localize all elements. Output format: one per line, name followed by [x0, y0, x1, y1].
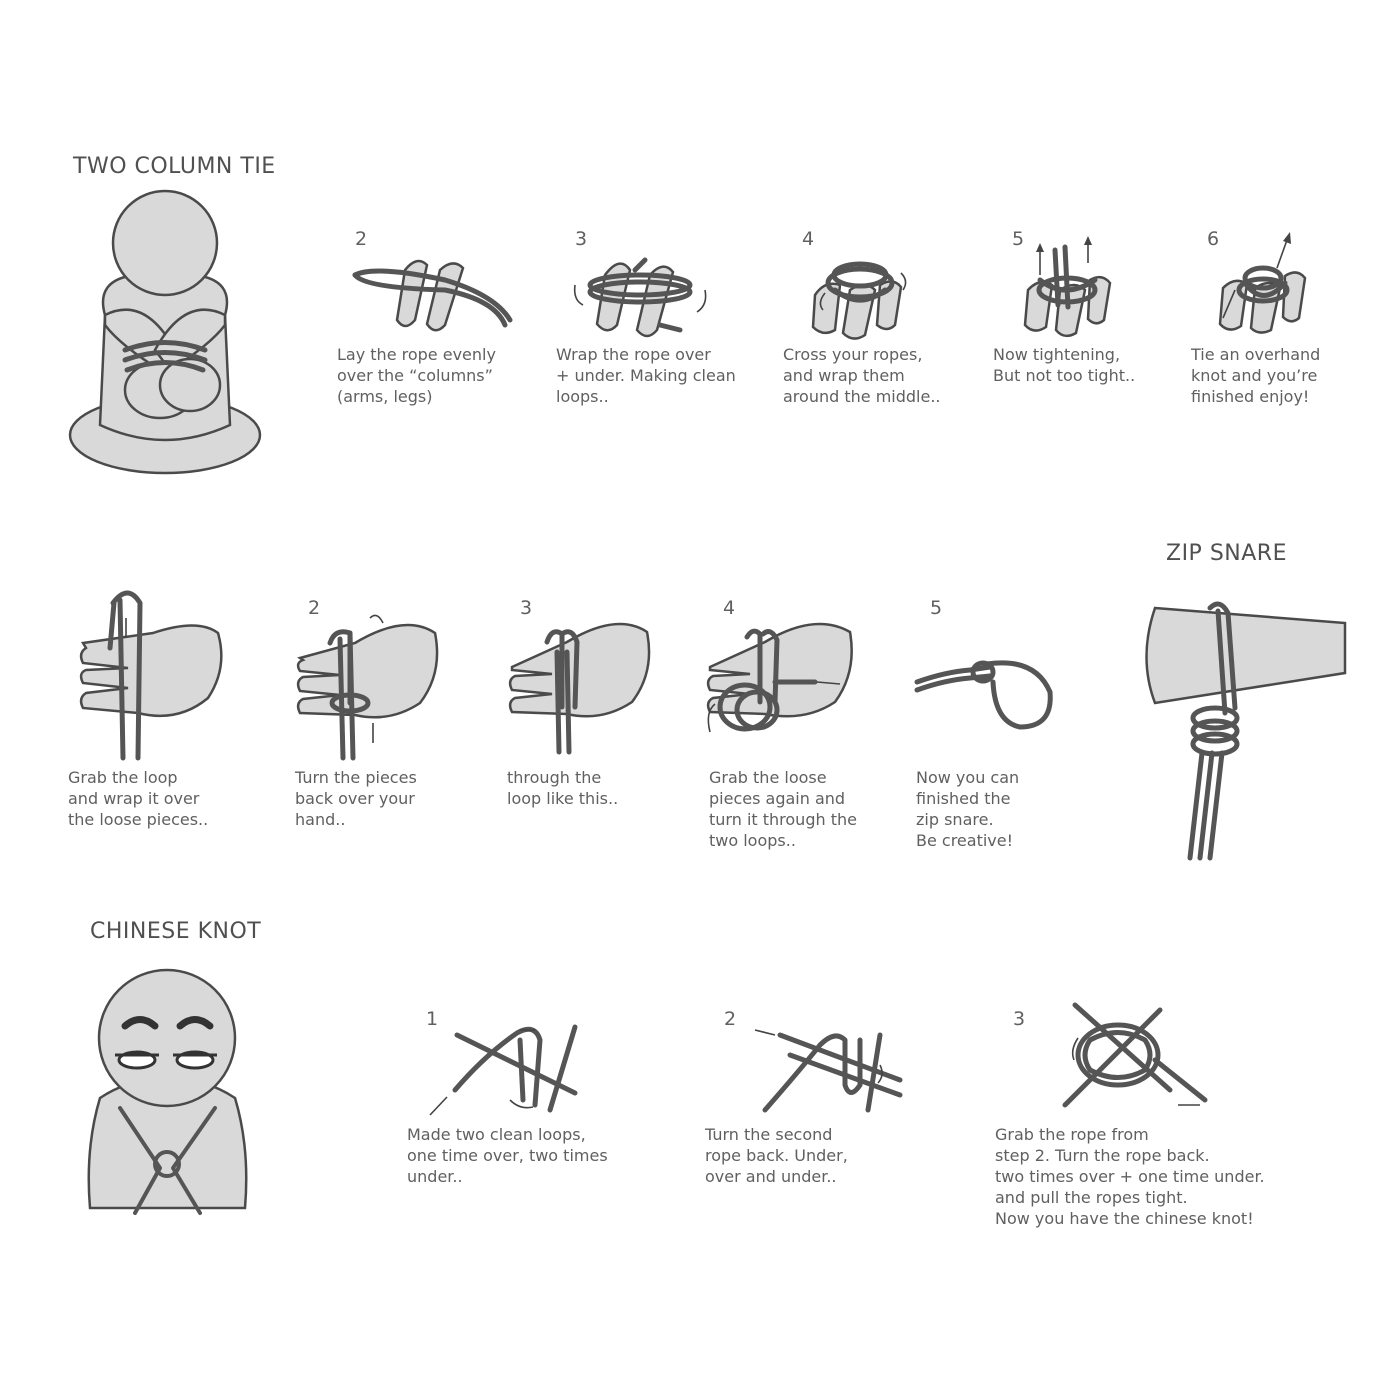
zip-snare-step-4-number: 4 [723, 597, 736, 619]
zip-snare-step-2-hand-illustration [295, 603, 445, 763]
two-column-step-4-number: 4 [802, 228, 815, 250]
section-title-two-column-tie: TWO COLUMN TIE [73, 154, 276, 179]
two-column-step-2-illustration [345, 250, 525, 340]
two-column-step-3-illustration [565, 250, 715, 345]
two-column-step-6-caption: Tie an overhand knot and you’re finished enjoy! [1191, 345, 1321, 406]
two-column-step-4-caption: Cross your ropes, and wrap them around the middle.. [783, 345, 941, 406]
zip-snare-step-4-hand-illustration [705, 612, 860, 747]
two-column-step-3-caption: Wrap the rope over + under. Making clean loops.. [556, 345, 736, 406]
chinese-knot-step-1-caption: Made two clean loops, one time over, two times under.. [407, 1125, 608, 1186]
two-column-step-5-illustration [1020, 235, 1120, 345]
two-column-step-2-number: 2 [355, 228, 368, 250]
two-column-step-2-caption: Lay the rope evenly over the “columns” (arms, legs) [337, 345, 496, 406]
chinese-knot-step-3-caption: Grab the rope from step 2. Turn the rope back. two times over + one time under. and pull the ropes tight. Now you have the chinese knot! [995, 1125, 1265, 1228]
two-column-step-5-caption: Now tightening, But not too tight.. [993, 345, 1136, 385]
zip-snare-step-2-number: 2 [308, 597, 321, 619]
chinese-knot-step-1-number: 1 [426, 1008, 439, 1030]
zip-snare-step-3-hand-illustration [507, 612, 657, 757]
chinese-knot-step-1-illustration [425, 1015, 605, 1120]
zip-snare-step-3-caption: through the loop like this.. [507, 768, 619, 808]
chinese-knot-step-2-number: 2 [724, 1008, 737, 1030]
zip-snare-step-3-number: 3 [520, 597, 533, 619]
chinese-knot-step-2-caption: Turn the second rope back. Under, over and under.. [705, 1125, 848, 1186]
zip-snare-step-2-caption: Turn the pieces back over your hand.. [295, 768, 417, 829]
section-title-chinese-knot: CHINESE KNOT [90, 919, 262, 944]
two-column-step-5-number: 5 [1012, 228, 1025, 250]
zip-snare-finished-post-illustration [1140, 603, 1345, 858]
chinese-knot-step-3-number: 3 [1013, 1008, 1026, 1030]
character-chest-knot-illustration [75, 968, 260, 1233]
two-column-step-6-number: 6 [1207, 228, 1220, 250]
zip-snare-step-5-number: 5 [930, 597, 943, 619]
chinese-knot-step-2-illustration [750, 1015, 920, 1120]
zip-snare-step-5-caption: Now you can finished the zip snare. Be creative! [916, 768, 1020, 850]
zip-snare-step-1-caption: Grab the loop and wrap it over the loose pieces.. [68, 768, 209, 829]
chinese-knot-step-3-illustration [1060, 1000, 1210, 1110]
two-column-step-3-number: 3 [575, 228, 588, 250]
zip-snare-step-5-knot-illustration [915, 652, 1060, 732]
two-column-step-4-illustration [805, 255, 915, 345]
two-column-step-6-illustration [1215, 228, 1315, 338]
section-title-zip-snare: ZIP SNARE [1166, 541, 1287, 566]
zip-snare-step-4-caption: Grab the loose pieces again and turn it through the two loops.. [709, 768, 857, 850]
zip-snare-step-1-hand-illustration [78, 588, 238, 763]
seated-figure-tied-wrists-illustration [65, 185, 265, 485]
